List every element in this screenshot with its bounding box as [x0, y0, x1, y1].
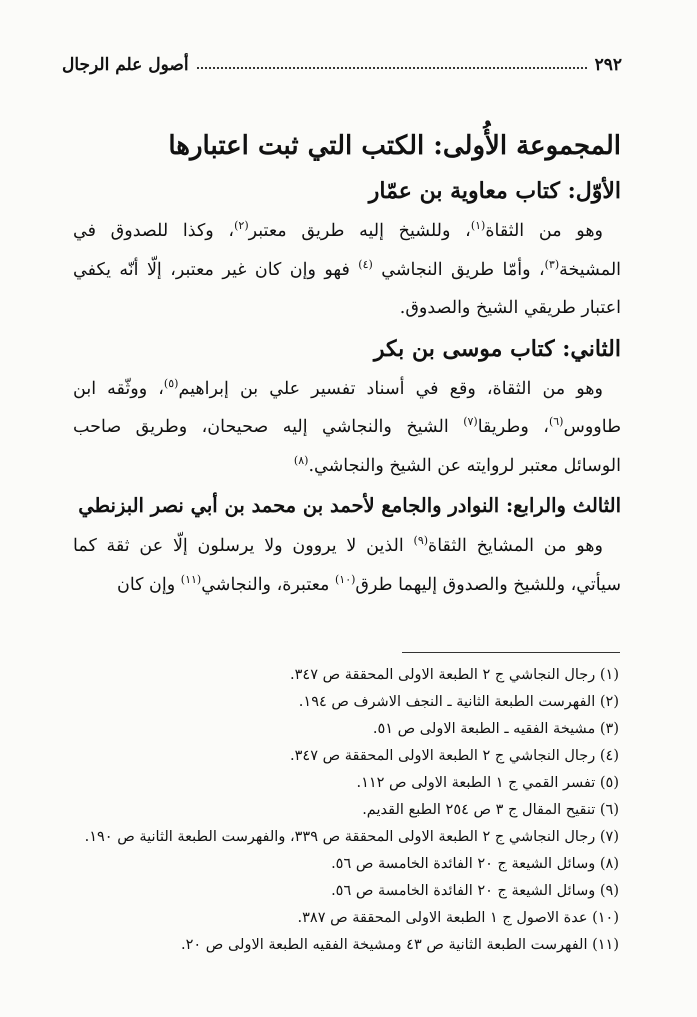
paragraph-text: وإن كان — [116, 574, 181, 595]
paragraph-text: معتبرة، والنجاشي — [201, 574, 335, 595]
footnote-separator — [402, 652, 620, 653]
footnote: (٣) مشيخة الفقيه ـ الطبعة الاولى ص ٥١. — [372, 721, 619, 737]
paragraph-text: ، وطريقا — [477, 417, 549, 437]
footnote: (١١) الفهرست الطبعة الثانية ص ٤٣ ومشيخة الفقيه الطبعة الاولى ص ٢٠. — [181, 937, 619, 953]
footnote: (٦) تنقيح المقال ج ٣ ص ٢٥٤ الطبع القديم. — [362, 802, 619, 818]
paragraph-text: الذين لا يروون ولا يرسلون إلّا عن ثقة كما سيأتي، وللشيخ والصدوق إليهما طرق — [73, 536, 621, 595]
footnotes — [60, 662, 622, 959]
footnote-marker: (١) — [470, 219, 486, 233]
item-paragraph — [73, 212, 621, 328]
footnote: (٩) وسائل الشيعة ج ٢٠ الفائدة الخامسة ص ٥٦. — [331, 883, 619, 899]
main-text — [73, 128, 621, 604]
paragraph-text: فهو وإن كان غير معتبر، إلّا أنّه يكفي اعتبار طريقي الشيخ والصدوق. — [73, 259, 621, 318]
paragraph-text: وهو من الثقاة، وقع في أسناد تفسير علي بن إبراهيم — [178, 378, 603, 399]
footnote: (٢) الفهرست الطبعة الثانية ـ النجف الاشرف ص ١٩٤. — [298, 694, 619, 710]
item-paragraph — [73, 370, 621, 486]
page-number: ٢٩٢ — [594, 55, 622, 75]
footnote: (٤) رجال النجاشي ج ٢ الطبعة الاولى المحققة ص ٣٤٧. — [290, 748, 619, 764]
paragraph-text: الشيخ والنجاشي إليه صحيحان، وطريق صاحب الوسائل معتبر لروايته عن الشيخ والنجاشي. — [73, 417, 621, 476]
footnote: (٨) وسائل الشيعة ج ٢٠ الفائدة الخامسة ص ٥٦. — [331, 856, 619, 872]
paragraph-text: ، وللشيخ إليه طريق معتبر — [248, 221, 471, 241]
footnote-marker: (٧) — [463, 415, 478, 429]
running-header — [62, 52, 622, 78]
item-paragraph — [73, 527, 621, 604]
running-title: أصول علم الرجال — [62, 55, 189, 75]
footnote: (٧) رجال النجاشي ج ٢ الطبعة الاولى المحققة ص ٣٣٩، والفهرست الطبعة الثانية ص ١٩٠. — [84, 829, 619, 845]
footnote-marker: (٢) — [234, 219, 249, 233]
footnote-marker: (١٠) — [334, 572, 356, 586]
footnote-marker: (٩) — [413, 534, 429, 548]
footnote-marker: (٤) — [358, 257, 373, 271]
footnote-marker: (٨) — [293, 453, 309, 467]
footnote-marker: (٣) — [544, 257, 560, 271]
footnote-marker: (١١) — [180, 572, 202, 586]
section-title: المجموعة الأُولى: الكتب التي ثبت اعتبارها — [168, 131, 621, 161]
paragraph-text: وهو من الثقاة — [485, 221, 603, 241]
paragraph-text: ، وكذا للصدوق في المشيخة — [73, 221, 622, 280]
footnote: (٥) تفسر القمي ج ١ الطبعة الاولى ص ١١٢. — [356, 775, 619, 791]
paragraph-text: ، ووثّقه ابن طاووس — [73, 378, 621, 437]
header-dot-leader — [197, 67, 587, 69]
item-heading: الثالث والرابع: النوادر والجامع لأحمد بن محمد بن أبي نصر البزنطي — [78, 494, 621, 517]
item-heading: الثاني: كتاب موسى بن بكر — [373, 335, 621, 362]
footnote: (١٠) عدة الاصول ج ١ الطبعة الاولى المحققة ص ٣٨٧. — [297, 910, 619, 926]
footnote-marker: (٦) — [548, 415, 564, 429]
item-heading: الأوّل: كتاب معاوية بن عمّار — [368, 178, 621, 204]
footnote: (١) رجال النجاشي ج ٢ الطبعة الاولى المحققة ص ٣٤٧. — [290, 667, 619, 683]
paragraph-text: وهو من المشايخ الثقاة — [428, 536, 603, 556]
footnote-marker: (٥) — [163, 376, 179, 390]
paragraph-text: ، وأمّا طريق النجاشي — [372, 259, 545, 280]
